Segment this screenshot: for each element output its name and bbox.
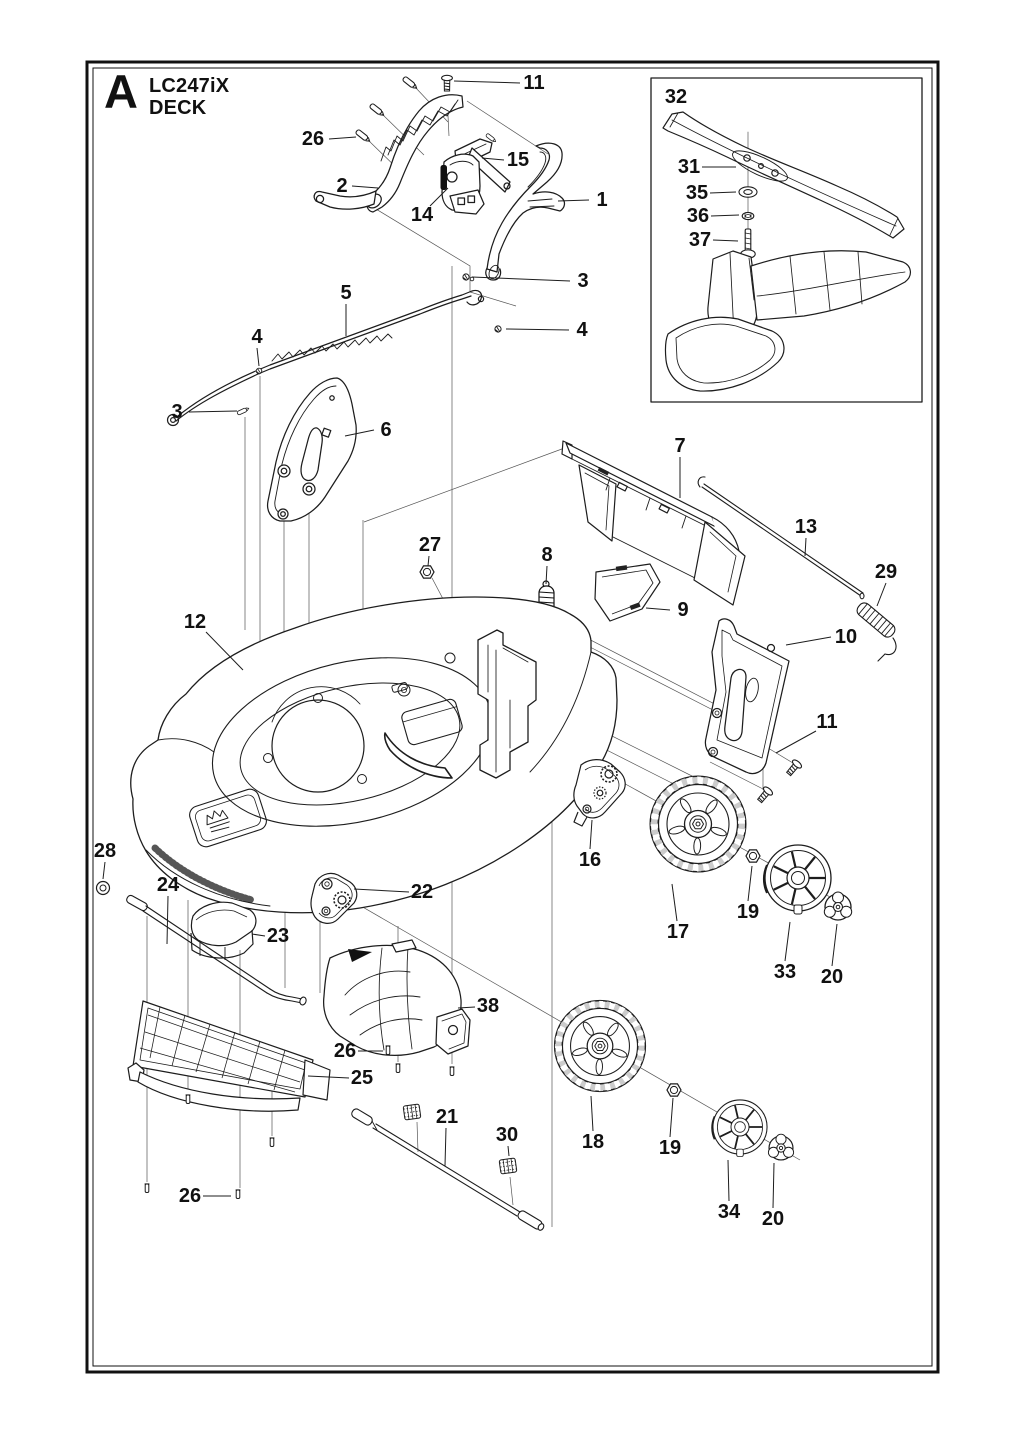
callout-27-15: 27 (418, 534, 442, 556)
callout-10-18: 10 (834, 626, 858, 648)
mulch-plug (665, 251, 910, 391)
part-18-wheel (554, 1000, 645, 1091)
leader-line-28-26 (103, 862, 105, 879)
leader-line-27-15 (428, 556, 429, 566)
callout-14-4: 14 (410, 204, 434, 226)
part-29-spring (855, 600, 898, 661)
callout-36-43: 36 (686, 205, 710, 227)
callout-12-19: 12 (183, 611, 207, 633)
leader-line-4-7 (506, 329, 569, 330)
callout-20-38: 20 (761, 1208, 785, 1230)
leader-line-11-0 (454, 81, 520, 83)
leader-line-33-24 (785, 922, 790, 961)
part-28-washer (97, 882, 110, 895)
callout-26-29: 26 (333, 1040, 357, 1062)
leader-line-16-21 (590, 820, 592, 849)
part-20-hubcap-bottom (768, 1134, 793, 1160)
callout-16-21: 16 (578, 849, 602, 871)
callout-4-9: 4 (251, 326, 263, 348)
callout-5-8: 5 (340, 282, 352, 304)
callout-23-28: 23 (266, 925, 290, 947)
callout-24-27: 24 (156, 874, 180, 896)
section-title: DECK (148, 97, 207, 119)
callout-3-6: 3 (577, 270, 589, 292)
callout-26-1: 26 (301, 128, 325, 150)
part-19-nut-bottom (667, 1084, 681, 1096)
part-23-cover (191, 902, 256, 960)
callout-2-2: 2 (336, 175, 348, 197)
model-name: LC247iX (148, 75, 230, 97)
leader-line-34-37 (728, 1160, 729, 1201)
part-34-wheel-cover (712, 1100, 767, 1157)
part-19-nut-right (746, 850, 760, 862)
leader-line-20-38 (773, 1163, 774, 1208)
callout-11-20: 11 (816, 711, 838, 733)
callout-26-39: 26 (178, 1185, 202, 1207)
leader-line-17-22 (672, 884, 677, 921)
leader-line-4-9 (257, 348, 259, 366)
callout-31-41: 31 (677, 156, 701, 178)
callout-8-16: 8 (541, 544, 553, 566)
model-and-section (149, 74, 229, 119)
leader-line-19-36 (670, 1098, 673, 1137)
callout-20-25: 20 (820, 966, 844, 988)
callout-7-12: 7 (674, 435, 686, 457)
callout-25-30: 25 (350, 1067, 374, 1089)
leader-line-19-23 (748, 866, 752, 901)
leader-line-30-34 (508, 1146, 509, 1156)
callout-17-22: 17 (666, 921, 690, 943)
part-25-tray (128, 1001, 330, 1111)
title-block (104, 65, 230, 119)
part-33-wheel-cover (764, 845, 831, 914)
callout-11-0: 11 (523, 72, 545, 94)
part-36-lock-nut (742, 212, 754, 219)
part-35-washer (739, 187, 757, 197)
callout-30-34: 30 (495, 1124, 519, 1146)
part-38-deflector (324, 940, 470, 1055)
part-14-15-console (441, 133, 511, 214)
leader-line-3-10 (189, 411, 237, 412)
leader-line-21-33 (445, 1128, 446, 1166)
callout-9-17: 9 (677, 599, 689, 621)
callout-6-11: 6 (380, 419, 392, 441)
callout-22-31: 22 (410, 881, 434, 903)
callout-13-13: 13 (794, 516, 818, 538)
callout-18-35: 18 (581, 1131, 605, 1153)
leader-line-36-43 (711, 215, 739, 216)
leader-line-26-1 (329, 137, 356, 139)
callout-3-10: 3 (171, 401, 183, 423)
leader-line-10-18 (786, 637, 831, 645)
callout-32-40: 32 (664, 86, 688, 108)
part-16-bracket (574, 760, 625, 826)
callout-38-32: 38 (476, 995, 500, 1017)
section-letter: A (104, 65, 138, 118)
callout-28-26: 28 (93, 840, 117, 862)
part-9-flap (595, 564, 660, 621)
part-6-adjuster-plate (268, 378, 357, 521)
callout-33-24: 33 (773, 961, 797, 983)
callout-19-36: 19 (658, 1137, 682, 1159)
leader-line-37-44 (713, 240, 738, 241)
leader-line-9-17 (646, 608, 670, 610)
leader-line-11-20 (776, 731, 816, 753)
leader-line-2-2 (352, 186, 378, 188)
callout-34-37: 34 (717, 1201, 741, 1223)
leader-line-35-42 (710, 192, 736, 193)
part-27-nut (420, 566, 434, 578)
leader-line-29-14 (877, 583, 886, 606)
leader-line-3-6 (472, 277, 570, 281)
part-12-deck (131, 597, 617, 913)
leader-line-20-25 (832, 924, 837, 966)
part-10-bracket (705, 619, 789, 774)
callout-35-42: 35 (685, 182, 709, 204)
callout-1-5: 1 (596, 189, 608, 211)
callout-19-23: 19 (736, 901, 760, 923)
leader-line-23-28 (252, 934, 265, 936)
callout-15-3: 15 (506, 149, 530, 171)
leader-line-24-27 (167, 896, 168, 944)
callout-4-7: 4 (576, 319, 588, 341)
callout-21-33: 21 (435, 1106, 459, 1128)
leader-line-18-35 (591, 1096, 593, 1131)
callout-37-44: 37 (688, 229, 712, 251)
callout-29-14: 29 (874, 561, 898, 583)
part-17-wheel (650, 776, 746, 872)
